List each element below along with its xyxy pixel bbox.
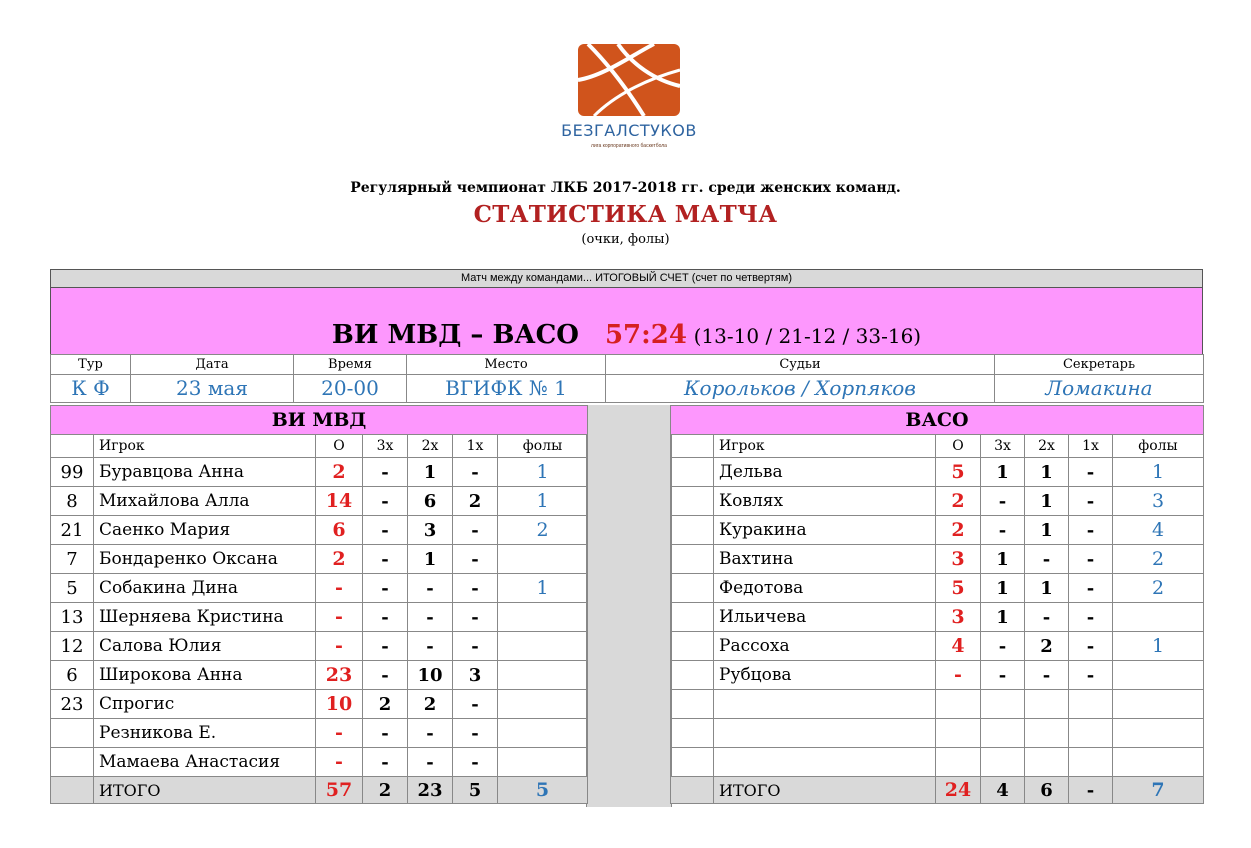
player-points: 5 <box>936 458 981 487</box>
player-three-pt: 1 <box>981 545 1025 574</box>
player-free-throws: - <box>1069 632 1113 661</box>
fouls-header: фолы <box>498 435 588 458</box>
player-name: Бондаренко Оксана <box>94 545 316 574</box>
three-pt-header: 3х <box>981 435 1025 458</box>
title-note: (очки, фолы) <box>581 232 670 247</box>
player-row <box>51 574 588 603</box>
player-two-pt <box>1025 719 1069 748</box>
player-free-throws: - <box>453 458 498 487</box>
player-fouls <box>1113 690 1204 719</box>
player-free-throws: - <box>453 574 498 603</box>
player-two-pt: - <box>1025 603 1069 632</box>
total-free-throws: 5 <box>453 777 498 804</box>
player-points: - <box>316 603 363 632</box>
player-name: Спрогис <box>94 690 316 719</box>
player-three-pt: - <box>981 487 1025 516</box>
team-a-stats-table <box>50 405 588 804</box>
player-number <box>671 545 714 574</box>
total-three-pt: 4 <box>981 777 1025 804</box>
player-name <box>714 719 936 748</box>
player-row <box>51 545 588 574</box>
info-venue: ВГИФК № 1 <box>407 375 606 403</box>
total-free-throws: - <box>1069 777 1113 804</box>
player-three-pt: 2 <box>363 690 408 719</box>
team-a-name: ВИ МВД <box>51 406 588 435</box>
points-header: О <box>316 435 363 458</box>
player-free-throws: 2 <box>453 487 498 516</box>
player-two-pt: 6 <box>408 487 453 516</box>
match-teams: ВИ МВД – ВАСО <box>331 320 579 350</box>
player-points: - <box>316 574 363 603</box>
player-two-pt: 1 <box>408 545 453 574</box>
player-three-pt: - <box>363 516 408 545</box>
player-three-pt: - <box>363 748 408 777</box>
player-row <box>671 545 1204 574</box>
player-fouls <box>498 719 588 748</box>
player-three-pt: - <box>363 603 408 632</box>
player-fouls: 1 <box>498 458 588 487</box>
player-row <box>671 603 1204 632</box>
player-two-pt: 10 <box>408 661 453 690</box>
player-fouls <box>1113 748 1204 777</box>
player-free-throws: 3 <box>453 661 498 690</box>
player-three-pt <box>981 748 1025 777</box>
player-name: Буравцова Анна <box>94 458 316 487</box>
player-free-throws: - <box>453 632 498 661</box>
player-number: 23 <box>51 690 94 719</box>
player-three-pt: 1 <box>981 574 1025 603</box>
two-pt-header: 2х <box>1025 435 1069 458</box>
player-name: Федотова <box>714 574 936 603</box>
player-three-pt: - <box>363 661 408 690</box>
player-points: 23 <box>316 661 363 690</box>
player-points: - <box>316 719 363 748</box>
player-number <box>671 748 714 777</box>
page-title: СТАТИСТИКА МАТЧА <box>473 201 778 228</box>
info-secretary: Ломакина <box>995 375 1204 403</box>
total-num <box>51 777 94 804</box>
player-three-pt: - <box>363 545 408 574</box>
player-number: 13 <box>51 603 94 632</box>
player-fouls: 1 <box>1113 458 1204 487</box>
player-three-pt <box>981 719 1025 748</box>
player-fouls: 4 <box>1113 516 1204 545</box>
player-row <box>671 516 1204 545</box>
player-two-pt: - <box>1025 661 1069 690</box>
player-three-pt: 1 <box>981 458 1025 487</box>
info-label-time: Время <box>294 355 407 375</box>
player-free-throws: - <box>1069 458 1113 487</box>
player-two-pt: - <box>408 748 453 777</box>
player-free-throws: - <box>453 545 498 574</box>
player-points <box>936 748 981 777</box>
total-fouls: 7 <box>1113 777 1204 804</box>
info-label-date: Дата <box>131 355 294 375</box>
player-row <box>51 661 588 690</box>
basketball-logo-icon <box>574 40 684 120</box>
player-number: 8 <box>51 487 94 516</box>
player-two-pt: - <box>408 719 453 748</box>
player-number <box>671 458 714 487</box>
match-summary <box>50 269 1203 403</box>
player-name: Куракина <box>714 516 936 545</box>
player-two-pt: 3 <box>408 516 453 545</box>
player-number <box>671 487 714 516</box>
player-three-pt: - <box>981 632 1025 661</box>
player-row <box>671 719 1204 748</box>
player-three-pt: - <box>363 632 408 661</box>
player-name: Михайлова Алла <box>94 487 316 516</box>
info-label-venue: Место <box>407 355 606 375</box>
player-fouls <box>1113 661 1204 690</box>
info-label-secretary: Секретарь <box>995 355 1204 375</box>
player-row <box>51 458 588 487</box>
player-fouls <box>1113 719 1204 748</box>
num-header <box>51 435 94 458</box>
total-two-pt: 6 <box>1025 777 1069 804</box>
total-label: ИТОГО <box>94 777 316 804</box>
player-row <box>671 487 1204 516</box>
player-points: - <box>316 632 363 661</box>
logo-wordmark: БЕЗГАЛСТУКОВ <box>561 121 697 140</box>
player-points: 5 <box>936 574 981 603</box>
player-two-pt: 1 <box>1025 574 1069 603</box>
player-row <box>51 719 588 748</box>
player-three-pt: - <box>363 487 408 516</box>
logo-tagline: лига корпоративного баскетбола <box>591 143 667 149</box>
player-free-throws: - <box>453 748 498 777</box>
player-points <box>936 690 981 719</box>
player-fouls <box>498 661 588 690</box>
player-points: 6 <box>316 516 363 545</box>
total-num <box>671 777 714 804</box>
player-number <box>671 661 714 690</box>
player-points: 2 <box>936 516 981 545</box>
player-points: 2 <box>936 487 981 516</box>
player-name: Салова Юлия <box>94 632 316 661</box>
table-divider <box>586 405 672 807</box>
player-free-throws: - <box>1069 574 1113 603</box>
player-number: 7 <box>51 545 94 574</box>
team-b-total-row <box>671 777 1204 804</box>
player-name: Дельва <box>714 458 936 487</box>
player-two-pt <box>1025 748 1069 777</box>
player-fouls <box>498 632 588 661</box>
total-fouls: 5 <box>498 777 588 804</box>
player-number: 6 <box>51 661 94 690</box>
player-fouls: 2 <box>1113 545 1204 574</box>
player-two-pt: 1 <box>408 458 453 487</box>
player-row <box>671 748 1204 777</box>
player-three-pt: 1 <box>981 603 1025 632</box>
player-name: Ковлях <box>714 487 936 516</box>
player-free-throws <box>1069 690 1113 719</box>
player-fouls <box>498 690 588 719</box>
player-number <box>671 632 714 661</box>
player-row <box>51 487 588 516</box>
player-number <box>51 748 94 777</box>
match-info-table <box>50 354 1204 403</box>
player-row <box>671 690 1204 719</box>
player-three-pt: - <box>363 719 408 748</box>
player-fouls <box>498 545 588 574</box>
player-fouls: 1 <box>1113 632 1204 661</box>
info-label-tour: Тур <box>51 355 131 375</box>
player-free-throws: - <box>453 719 498 748</box>
player-two-pt: - <box>408 632 453 661</box>
total-two-pt: 23 <box>408 777 453 804</box>
player-number: 21 <box>51 516 94 545</box>
player-points: 10 <box>316 690 363 719</box>
info-date: 23 мая <box>131 375 294 403</box>
player-name: Шерняева Кристина <box>94 603 316 632</box>
total-points: 57 <box>316 777 363 804</box>
player-free-throws: - <box>1069 516 1113 545</box>
player-row <box>671 661 1204 690</box>
player-name <box>714 690 936 719</box>
player-free-throws <box>1069 748 1113 777</box>
team-b-stats-table <box>670 405 1204 804</box>
player-points: 3 <box>936 545 981 574</box>
player-free-throws: - <box>453 603 498 632</box>
info-referees: Корольков / Хорпяков <box>606 375 995 403</box>
match-result-band <box>50 288 1203 354</box>
quarter-scores: (13-10 / 21-12 / 33-16) <box>693 324 922 348</box>
player-three-pt: - <box>981 661 1025 690</box>
num-header <box>671 435 714 458</box>
player-three-pt: - <box>981 516 1025 545</box>
player-name: Рассоха <box>714 632 936 661</box>
player-row <box>51 748 588 777</box>
player-free-throws <box>1069 719 1113 748</box>
player-two-pt: 1 <box>1025 458 1069 487</box>
player-free-throws: - <box>453 516 498 545</box>
match-label: Матч между командами... ИТОГОВЫЙ СЧЕТ (счет по четвертям) <box>50 269 1203 288</box>
player-points: - <box>936 661 981 690</box>
total-label: ИТОГО <box>714 777 936 804</box>
total-points: 24 <box>936 777 981 804</box>
player-number <box>671 690 714 719</box>
player-points <box>936 719 981 748</box>
final-score: 57:24 <box>604 320 687 350</box>
fouls-header: фолы <box>1113 435 1204 458</box>
three-pt-header: 3х <box>363 435 408 458</box>
player-row <box>51 516 588 545</box>
player-fouls <box>498 603 588 632</box>
player-two-pt: - <box>408 574 453 603</box>
player-points: 3 <box>936 603 981 632</box>
team-a-total-row <box>51 777 588 804</box>
free-throw-header: 1х <box>453 435 498 458</box>
info-time: 20-00 <box>294 375 407 403</box>
player-points: 2 <box>316 545 363 574</box>
player-number: 5 <box>51 574 94 603</box>
player-fouls: 3 <box>1113 487 1204 516</box>
player-two-pt: - <box>408 603 453 632</box>
player-row <box>51 603 588 632</box>
player-free-throws: - <box>1069 487 1113 516</box>
player-row <box>671 458 1204 487</box>
info-tour: К Ф <box>51 375 131 403</box>
player-two-pt: 1 <box>1025 516 1069 545</box>
player-header: Игрок <box>94 435 316 458</box>
player-number <box>671 719 714 748</box>
two-pt-header: 2х <box>408 435 453 458</box>
player-two-pt: 2 <box>408 690 453 719</box>
player-name: Собакина Дина <box>94 574 316 603</box>
championship-subtitle: Регулярный чемпионат ЛКБ 2017-2018 гг. среди женских команд. <box>350 180 901 196</box>
player-points: - <box>316 748 363 777</box>
player-three-pt: - <box>363 458 408 487</box>
player-number <box>671 516 714 545</box>
player-name: Мамаева Анастасия <box>94 748 316 777</box>
total-three-pt: 2 <box>363 777 408 804</box>
player-points: 2 <box>316 458 363 487</box>
player-header: Игрок <box>714 435 936 458</box>
player-three-pt: - <box>363 574 408 603</box>
player-fouls <box>1113 603 1204 632</box>
player-name: Рубцова <box>714 661 936 690</box>
player-fouls: 2 <box>1113 574 1204 603</box>
player-points: 4 <box>936 632 981 661</box>
player-fouls <box>498 748 588 777</box>
player-number <box>671 603 714 632</box>
player-free-throws: - <box>1069 661 1113 690</box>
player-fouls: 1 <box>498 487 588 516</box>
points-header: О <box>936 435 981 458</box>
player-free-throws: - <box>453 690 498 719</box>
player-free-throws: - <box>1069 545 1113 574</box>
player-row <box>51 632 588 661</box>
player-name: Резникова Е. <box>94 719 316 748</box>
player-row <box>51 690 588 719</box>
player-three-pt <box>981 690 1025 719</box>
free-throw-header: 1х <box>1069 435 1113 458</box>
player-free-throws: - <box>1069 603 1113 632</box>
player-two-pt: 2 <box>1025 632 1069 661</box>
player-fouls: 2 <box>498 516 588 545</box>
team-b-name: ВАСО <box>671 406 1204 435</box>
player-name <box>714 748 936 777</box>
player-row <box>671 574 1204 603</box>
player-number: 99 <box>51 458 94 487</box>
player-fouls: 1 <box>498 574 588 603</box>
player-name: Широкова Анна <box>94 661 316 690</box>
player-row <box>671 632 1204 661</box>
player-name: Ильичева <box>714 603 936 632</box>
info-label-referees: Судьи <box>606 355 995 375</box>
player-name: Вахтина <box>714 545 936 574</box>
player-two-pt: - <box>1025 545 1069 574</box>
player-two-pt <box>1025 690 1069 719</box>
player-points: 14 <box>316 487 363 516</box>
player-name: Саенко Мария <box>94 516 316 545</box>
player-number <box>51 719 94 748</box>
player-two-pt: 1 <box>1025 487 1069 516</box>
player-number: 12 <box>51 632 94 661</box>
player-number <box>671 574 714 603</box>
